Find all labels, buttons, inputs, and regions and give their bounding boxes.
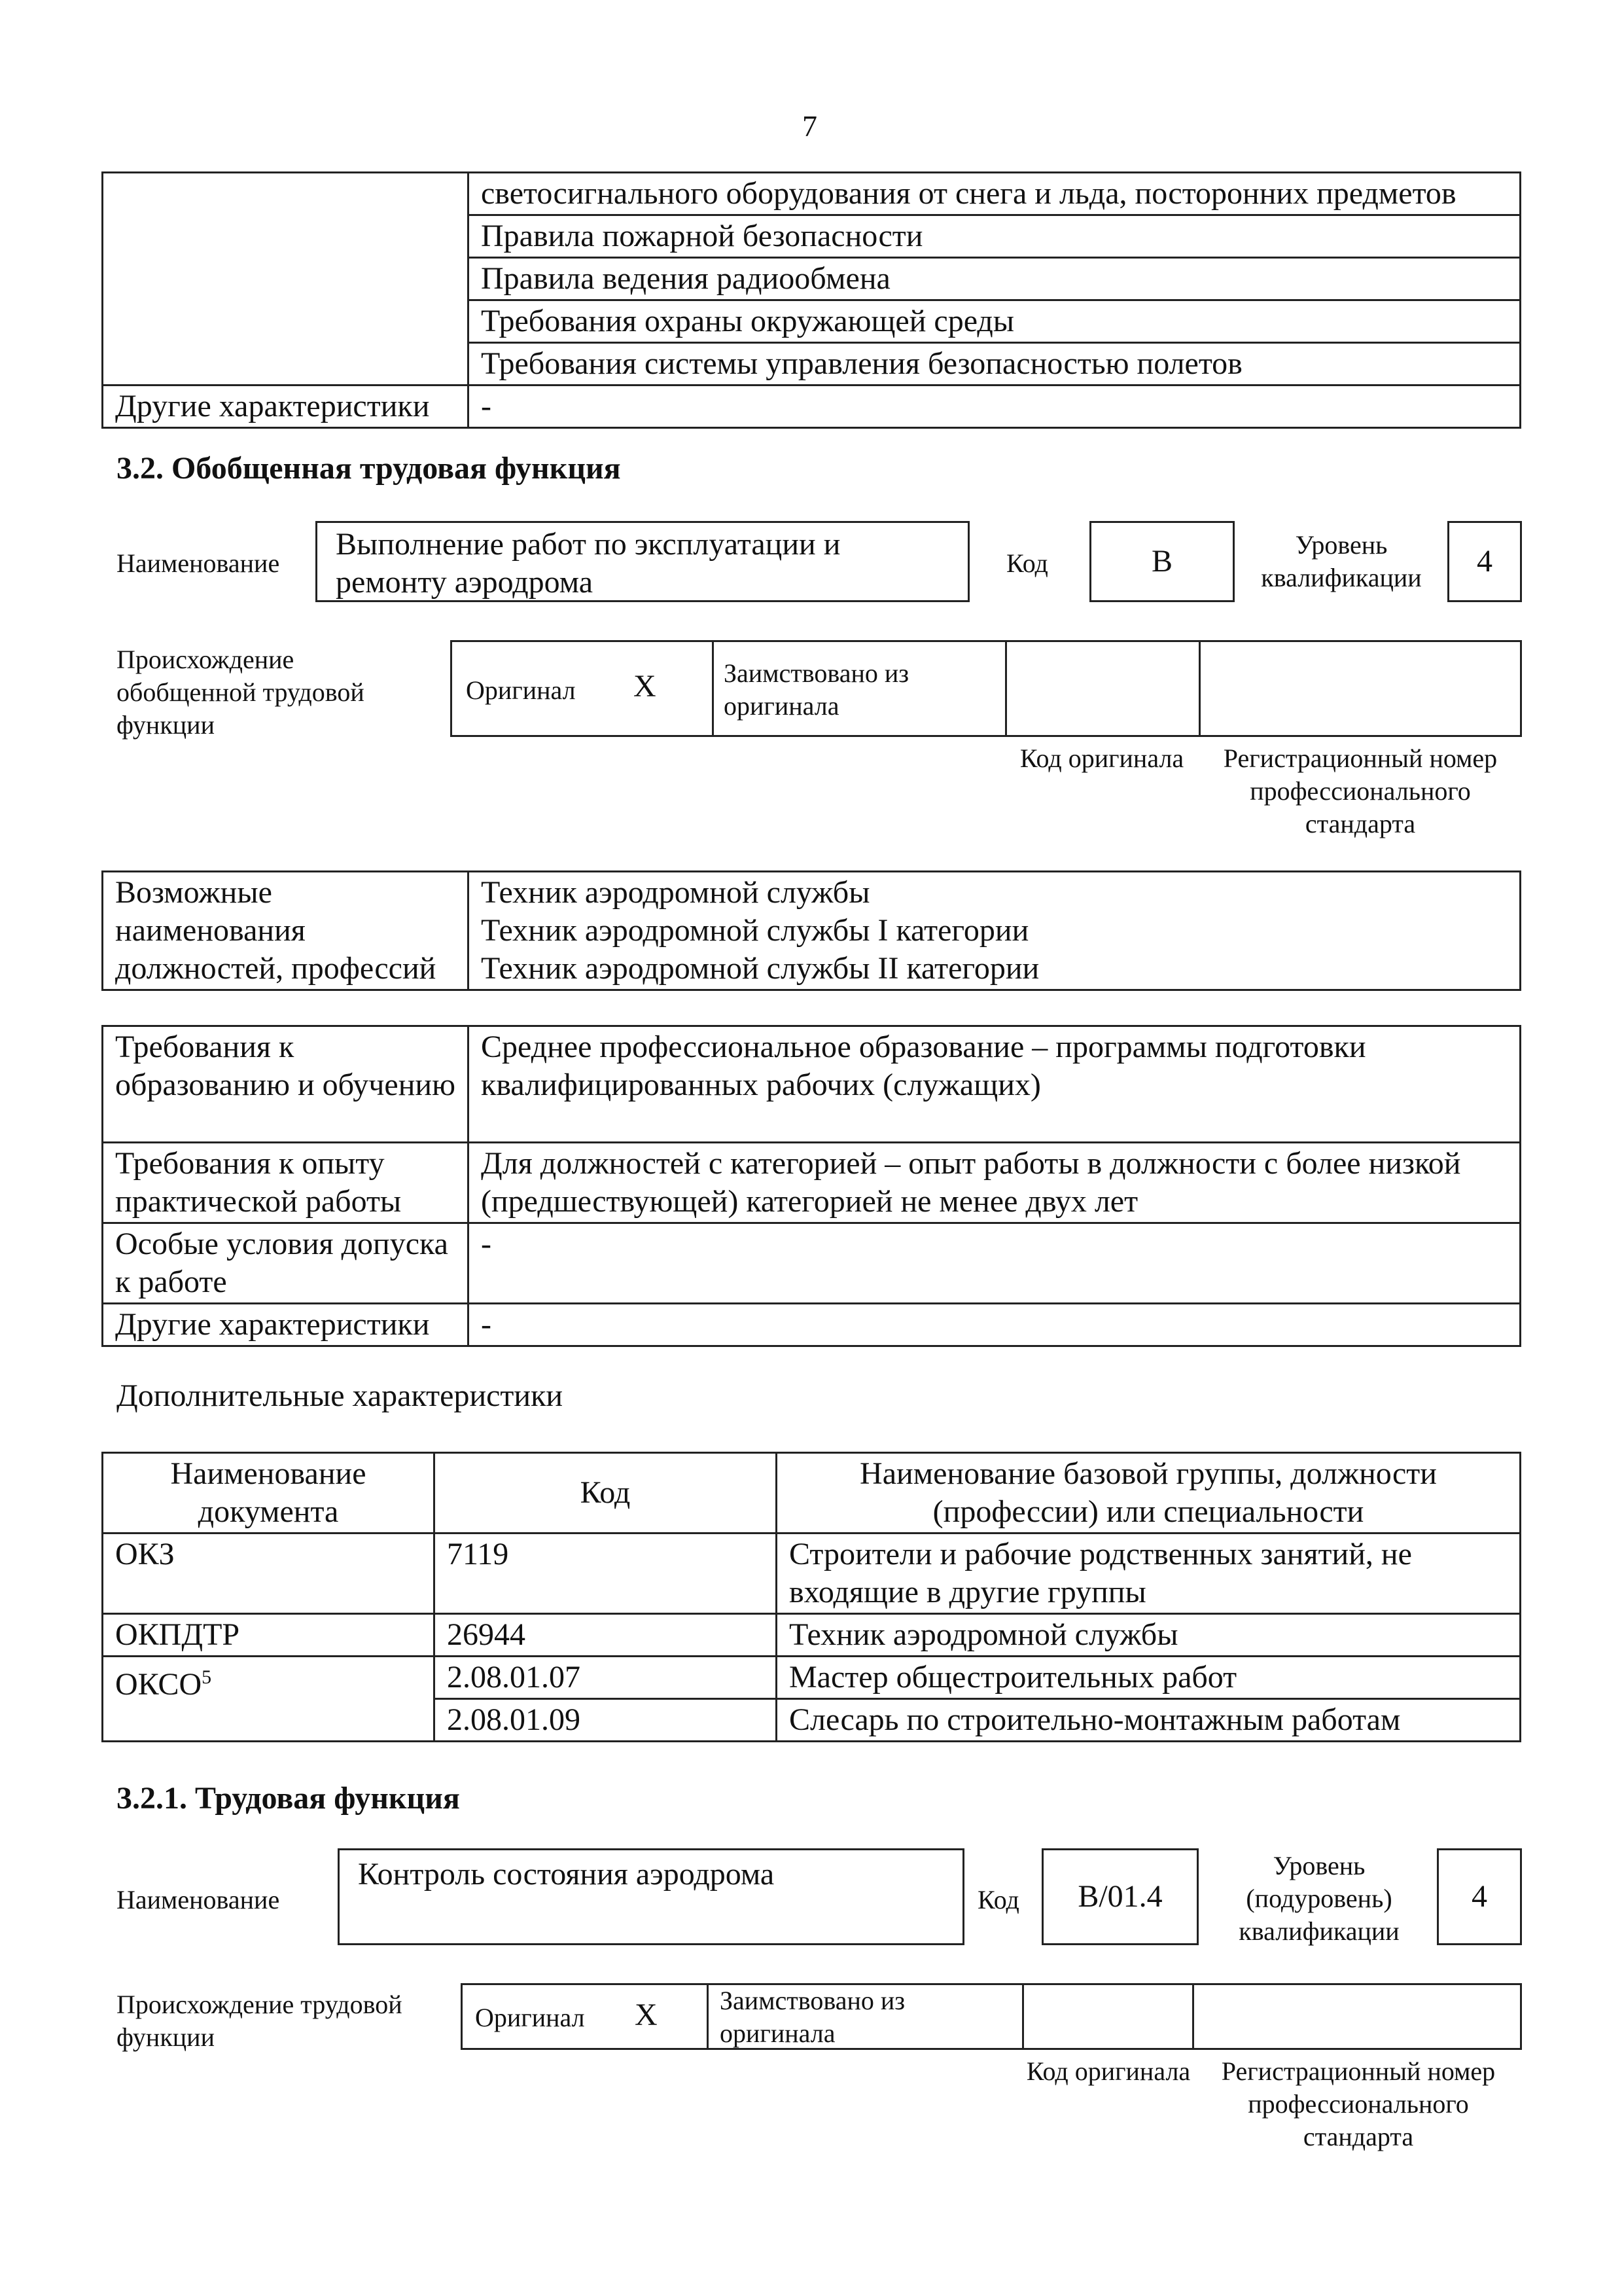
name-label: Наименование [116,548,280,578]
additional-title: Дополнительные характеристики [116,1378,563,1413]
name-cell: Строители и рабочие родственных занятий, не входящие в другие группы [777,1534,1521,1614]
table-row [103,1657,1521,1699]
footnote-marker: 5 [202,1666,212,1688]
table-row: Требования охраны окружающей среды [468,300,1521,343]
section-title: 3.2. Обобщенная трудовая функция [116,451,621,486]
table-row: Правила пожарной безопасности [468,215,1521,258]
code-cell: 26944 [434,1614,777,1657]
table-cell-empty [103,173,468,386]
original-mark: X [633,669,656,704]
top-characteristics-table [101,171,1521,429]
code-cell: 2.08.01.07 [434,1657,777,1699]
name-cell: Техник аэродромной службы [777,1614,1521,1657]
positions-table [101,870,1521,991]
education-value: Среднее профессиональное образование – программы подготовки квалифицированных рабочих (служащих) [468,1026,1521,1143]
requirements-table [101,1025,1521,1347]
doc-cell: ОКСО$^5$ [103,1657,434,1742]
additional-table [101,1452,1521,1742]
doc-cell: ОКПДТР [103,1614,434,1657]
positions-values [468,872,1521,990]
table-row [103,1614,1521,1657]
other-characteristics-label: Другие характеристики [103,386,468,428]
borrowed-label: Заимствовано из оригинала [724,658,909,721]
borrowed-label: Заимствовано из оригинала [720,1986,906,2048]
original-label: Оригинал [466,675,576,705]
special-conditions-label: Особые условия допуска к работе [103,1223,468,1304]
level-label: Уровень (подуровень) квалификации [1239,1851,1400,1946]
other-characteristics-value: - [468,386,1521,428]
level-label: Уровень квалификации [1261,530,1422,592]
name-label: Наименование [116,1885,280,1914]
list-item: Техник аэродромной службы I категории [481,913,1029,948]
table-header: Код [434,1453,777,1534]
experience-label: Требования к опыту практической работы [103,1143,468,1223]
table-row: светосигнального оборудования от снега и льда, посторонних предметов [468,173,1521,215]
table-header: Наименование базовой группы, должности (профессии) или специальности [777,1453,1521,1534]
special-conditions-value: - [468,1223,1521,1304]
table-row: Правила ведения радиообмена [468,258,1521,300]
table-row [103,1534,1521,1614]
list-item: Техник аэродромной службы [481,875,870,910]
registration-caption: Регистрационный номер профессионального стандарта [1221,2056,1496,2151]
code-cell: 7119 [434,1534,777,1614]
table-row: Требования системы управления безопасностью полетов [468,343,1521,386]
name-cell: Слесарь по строительно-монтажным работам [777,1699,1521,1742]
code-label: Код [978,1885,1019,1914]
experience-value: Для должностей с категорией – опыт работы в должности с более низкой (предшествующей) категорией не менее двух лет [468,1143,1521,1223]
code-cell: 2.08.01.09 [434,1699,777,1742]
list-item: Техник аэродромной службы II категории [481,951,1040,986]
level-value: 4 [1437,1848,1522,1945]
registration-caption: Регистрационный номер профессионального стандарта [1223,744,1498,838]
education-label: Требования к образованию и обучению [103,1026,468,1143]
original-mark: X [635,1998,658,2032]
level-value: 4 [1447,521,1522,602]
name-value: Контроль состояния аэродрома [338,1848,964,1945]
table-header: Наименование документа [103,1453,434,1534]
original-label: Оригинал [475,2003,585,2032]
doc-cell: ОКЗ [103,1534,434,1614]
positions-label: Возможные наименования должностей, профессий [103,872,468,990]
other-characteristics-value: - [468,1304,1521,1346]
code-value: B [1089,521,1235,602]
origin-label: Происхождение трудовой функции [116,1990,402,2052]
code-label: Код [1006,548,1048,578]
page-number: 7 [802,109,817,143]
name-cell: Мастер общестроительных работ [777,1657,1521,1699]
code-original-caption: Код оригинала [1019,744,1184,773]
name-value: Выполнение работ по эксплуатации и ремонту аэродрома [315,521,970,602]
code-original-caption: Код оригинала [1026,2056,1191,2086]
origin-label: Происхождение обобщенной трудовой функции [116,645,364,740]
code-value: B/01.4 [1042,1848,1199,1945]
section-title: 3.2.1. Трудовая функция [116,1781,460,1816]
other-characteristics-label: Другие характеристики [103,1304,468,1346]
